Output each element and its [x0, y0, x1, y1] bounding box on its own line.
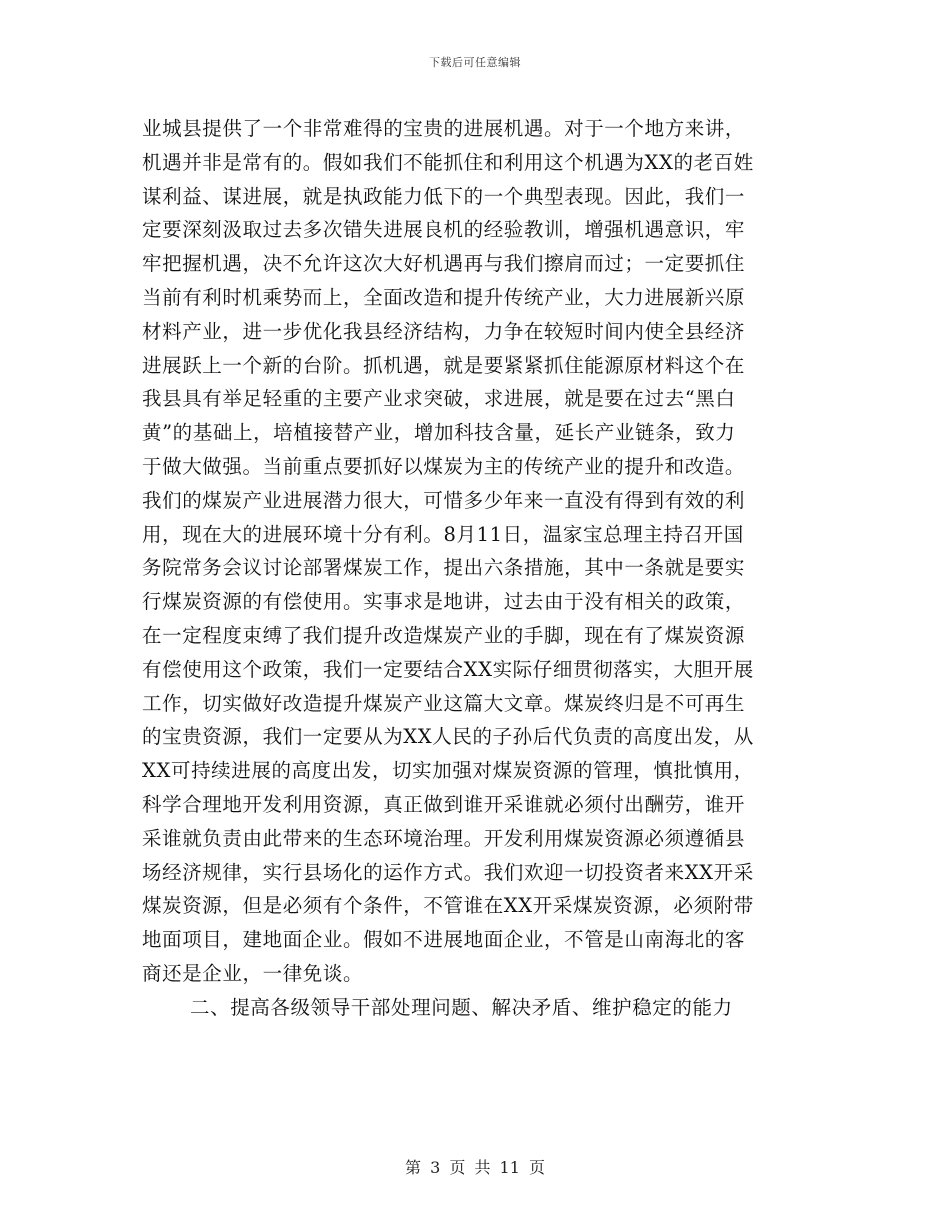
body-line: 煤炭资源，但是必须有个条件，不管谁在XX开采煤炭资源，必须附带: [142, 894, 754, 918]
body-line: 务院常务会议讨论部署煤炭工作，提出六条措施，其中一条就是要实: [142, 556, 746, 580]
body-line: 采谁就负责由此带来的生态环境治理。开发利用煤炭资源必须遵循县: [142, 826, 746, 850]
body-line: 商还是企业，一律免谈。: [142, 961, 364, 985]
body-line: 我县具有举足轻重的主要产业求突破，求进展，就是要在过去“黑白: [142, 387, 736, 411]
body-line: 工作，切实做好改造提升煤炭产业这篇大文章。煤炭终归是不可再生: [142, 691, 746, 715]
body-line: 黄”的基础上，培植接替产业，增加科技含量，延长产业链条，致力: [142, 421, 736, 445]
page-header-note: 下载后可任意编辑: [429, 56, 521, 69]
body-line: 进展跃上一个新的台阶。抓机遇，就是要紧紧抓住能源原材料这个在: [142, 353, 746, 377]
section-heading: 二、提高各级领导干部处理问题、解决矛盾、维护稳定的能力: [190, 995, 733, 1019]
body-line: 机遇并非是常有的。假如我们不能抓住和利用这个机遇为XX的老百姓: [142, 150, 754, 174]
body-line: 我们的煤炭产业进展潜力很大，可惜多少年来一直没有得到有效的利: [142, 488, 746, 512]
body-line: 于做大做强。当前重点要抓好以煤炭为主的传统产业的提升和改造。: [142, 454, 746, 478]
body-line: 科学合理地开发利用资源，真正做到谁开采谁就必须付出酬劳，谁开: [142, 792, 746, 816]
body-line: 材料产业，进一步优化我县经济结构，力争在较短时间内使全县经济: [142, 319, 746, 343]
body-line: 业城县提供了一个非常难得的宝贵的进展机遇。对于一个地方来讲，: [142, 117, 746, 140]
document-body: [142, 112, 822, 1025]
body-line: 谋利益、谋进展，就是执政能力低下的一个典型表现。因此，我们一: [142, 184, 746, 208]
body-line: 有偿使用这个政策，我们一定要结合XX实际仔细贯彻落实，大胆开展: [142, 657, 754, 681]
body-line: 定要深刻汲取过去多次错失进展良机的经验教训，增强机遇意识，牢: [142, 218, 746, 242]
body-line: 牢把握机遇，决不允许这次大好机遇再与我们擦肩而过；一定要抓住: [142, 252, 746, 276]
body-line: 的宝贵资源，我们一定要从为XX人民的子孙后代负责的高度出发，从: [142, 725, 754, 749]
body-line: 当前有利时机乘势而上，全面改造和提升传统产业，大力进展新兴原: [142, 285, 746, 309]
body-line: 在一定程度束缚了我们提升改造煤炭产业的手脚，现在有了煤炭资源: [142, 623, 746, 647]
page-number-footer: 第 3 页 共 11 页: [405, 1158, 545, 1177]
body-line: 地面项目，建地面企业。假如不进展地面企业，不管是山南海北的客: [142, 928, 746, 952]
body-line: XX可持续进展的高度出发，切实加强对煤炭资源的管理，慎批慎用，: [142, 759, 754, 783]
body-line: 用，现在大的进展环境十分有利。8月11日，温家宝总理主持召开国: [142, 522, 744, 546]
body-line: 场经济规律，实行县场化的运作方式。我们欢迎一切投资者来XX开采: [142, 860, 754, 884]
body-line: 行煤炭资源的有偿使用。实事求是地讲，过去由于没有相关的政策，: [142, 590, 746, 614]
